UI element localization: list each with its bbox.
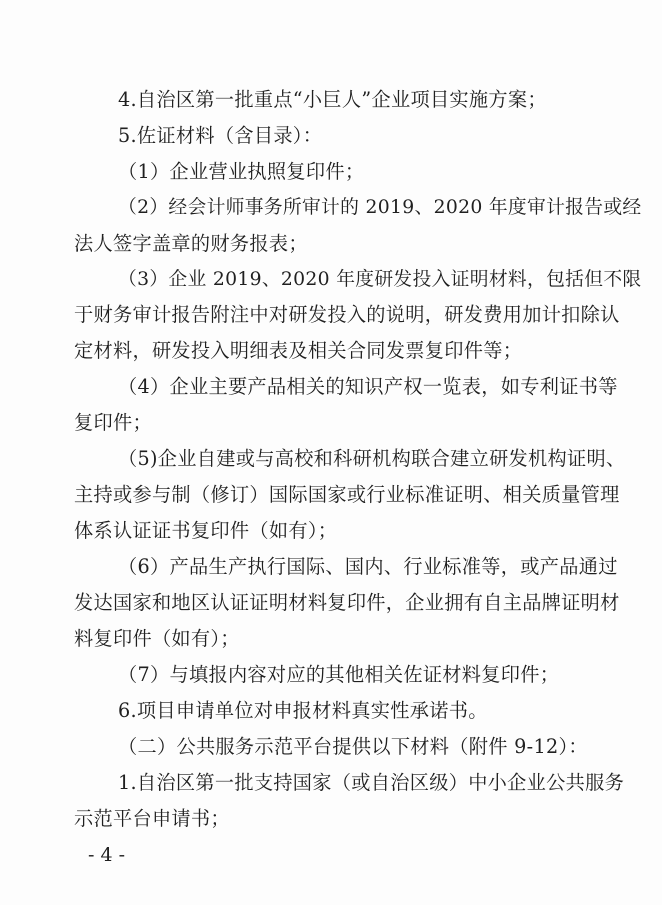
text-line-3: （1）企业营业执照复印件； (118, 160, 365, 183)
text-line-4: （2）经会计师事务所审计的 2019、2020 年度审计报告或经 (118, 197, 642, 218)
text-line-9: （4）企业主要产品相关的知识产权一览表，如专利证书等 (118, 375, 618, 398)
text-line-14: （6）产品生产执行国际、国内、行业标准等，或产品通过 (118, 555, 618, 578)
text-line-18: 6.项目申请单位对申报材料真实性承诺书。 (118, 699, 488, 722)
text-line-20: 1.自治区第一批支持国家（或自治区级）中小企业公共服务 (118, 771, 625, 794)
text-line-7: 于财务审计报告附注中对研发投入的说明，研发费用加计扣除认 (74, 303, 620, 326)
text-line-17: （7）与填报内容对应的其他相关佐证材料复印件； (118, 663, 560, 686)
text-line-16: 料复印件（如有）； (74, 627, 240, 650)
text-line-1: 4.自治区第一批重点“小巨人”企业项目实施方案； (118, 88, 547, 111)
text-line-12: 主持或参与制（修订）国际国家或行业标准证明、相关质量管理 (74, 483, 620, 506)
text-line-8: 定材料，研发投入明细表及相关合同发票复印件等； (74, 339, 523, 362)
text-line-15: 发达国家和地区认证证明材料复印件，企业拥有自主品牌证明材 (74, 591, 620, 614)
text-line-13: 体系认证证书复印件（如有）； (74, 519, 338, 542)
page-number: - 4 - (88, 844, 126, 866)
text-line-6: （3）企业 2019、2020 年度研发投入证明材料，包括但不限 (118, 269, 642, 290)
text-line-5: 法人签字盖章的财务报表； (74, 232, 308, 255)
text-line-21: 示范平台申请书； (74, 807, 230, 830)
text-line-2: 5.佐证材料（含目录）： (118, 124, 323, 147)
text-line-11: （5)企业自建或与高校和科研机构联合建立研发机构证明、 (118, 447, 626, 470)
text-line-19: （二）公共服务示范平台提供以下材料（附件 9-12）： (118, 735, 588, 758)
text-line-10: 复印件； (74, 411, 152, 434)
